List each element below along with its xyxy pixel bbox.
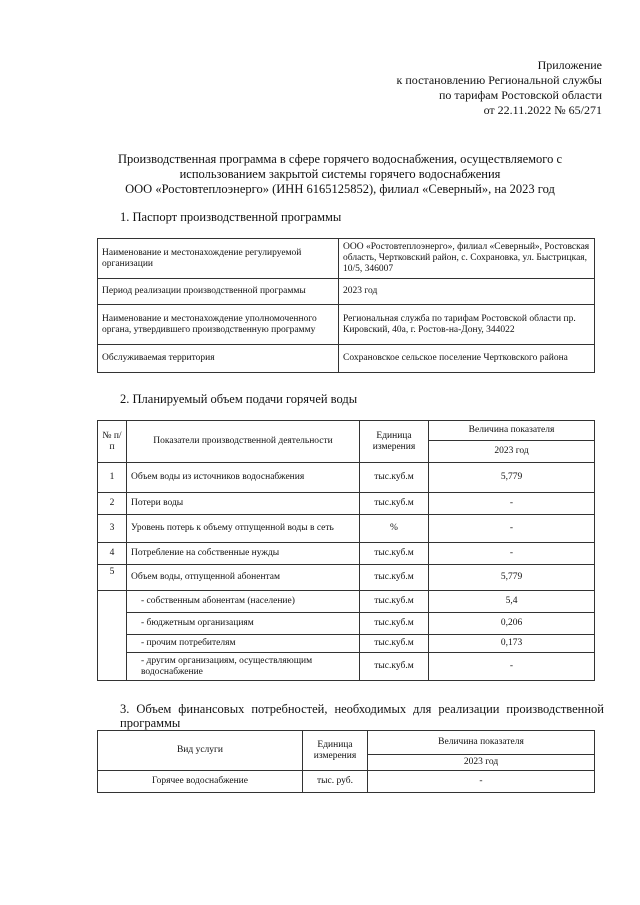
row-name: Потери воды — [127, 493, 360, 515]
row-num: 2 — [98, 493, 127, 515]
title-line-1: Производственная программа в сфере горячего водоснабжения, осуществляемого с — [117, 152, 563, 166]
row-service: Горячее водоснабжение — [98, 771, 303, 793]
table-row — [98, 515, 595, 543]
row-value: - — [429, 515, 595, 543]
row-name: - собственным абонентам (население) — [127, 591, 360, 613]
appendix-line-2: к постановлению Региональной службы — [396, 73, 602, 87]
row-num: 1 — [98, 463, 127, 493]
appendix-block — [397, 58, 602, 118]
row-num: 3 — [98, 515, 127, 543]
table-row — [98, 543, 595, 565]
row-name: Уровень потерь к объему отпущенной воды в сеть — [127, 515, 360, 543]
row-num: 4 — [98, 543, 127, 565]
appendix-line-4: от 22.11.2022 № 65/271 — [483, 103, 602, 117]
row-name: Потребление на собственные нужды — [127, 543, 360, 565]
passport-value: ООО «Ростовтеплоэнерго», филиал «Северный», Ростовская область, Чертковский район, с. Сохрановка, ул. Быстрицкая, 10/5, 346007 — [339, 239, 595, 279]
title-line-2: использованием закрытой системы горячего водоснабжения — [179, 167, 501, 181]
row-unit: % — [360, 515, 429, 543]
row-num — [98, 591, 127, 681]
table-row — [98, 635, 595, 653]
passport-label: Обслуживаемая территория — [98, 345, 339, 373]
row-name: - другим организациям, осуществляющим водоснабжение — [127, 653, 360, 681]
row-num: 5 — [98, 565, 127, 591]
passport-label: Наименование и местонахождение регулируемой организации — [98, 239, 339, 279]
passport-table — [97, 238, 595, 373]
appendix-line-1: Приложение — [537, 58, 602, 72]
row-unit: тыс.куб.м — [360, 543, 429, 565]
row-value: - — [368, 771, 595, 793]
title-line-3: ООО «Ростовтеплоэнерго» (ИНН 6165125852), филиал «Северный», на 2023 год — [125, 182, 555, 196]
row-unit: тыс.куб.м — [360, 565, 429, 591]
row-unit: тыс. руб. — [303, 771, 368, 793]
row-value: 5,779 — [429, 565, 595, 591]
document-title — [60, 152, 620, 197]
section-2-heading: 2. Планируемый объем подачи горячей воды — [120, 392, 358, 406]
row-value: 0,173 — [429, 635, 595, 653]
row-name: - прочим потребителям — [127, 635, 360, 653]
row-value: - — [429, 493, 595, 515]
section-1-heading: 1. Паспорт производственной программы — [120, 210, 342, 224]
appendix-line-3: по тарифам Ростовской области — [438, 88, 602, 102]
table-row — [98, 493, 595, 515]
table-row — [98, 565, 595, 591]
row-value: 5,779 — [429, 463, 595, 493]
table-row — [98, 345, 595, 373]
table-row — [98, 771, 595, 793]
table-header-row — [98, 731, 595, 755]
passport-value: Региональная служба по тарифам Ростовской области пр. Кировский, 40а, г. Ростов-на-Дону, 344022 — [339, 305, 595, 345]
row-unit: тыс.куб.м — [360, 591, 429, 613]
row-value: - — [429, 653, 595, 681]
col-year-header: 2023 год — [429, 441, 595, 463]
water-volume-table — [97, 420, 595, 681]
table-row — [98, 239, 595, 279]
row-name: Объем воды из источников водоснабжения — [127, 463, 360, 493]
table-row — [98, 653, 595, 681]
col-service-header: Вид услуги — [98, 731, 303, 771]
row-unit: тыс.куб.м — [360, 463, 429, 493]
passport-label: Наименование и местонахождение уполномоченного органа, утвердившего производственную программу — [98, 305, 339, 345]
row-value: 5,4 — [429, 591, 595, 613]
table-header-row — [98, 421, 595, 441]
col-num-header: № п/п — [98, 421, 127, 463]
col-indicator-header: Показатели производственной деятельности — [127, 421, 360, 463]
table-row — [98, 613, 595, 635]
row-name: - бюджетным организациям — [127, 613, 360, 635]
col-value-header: Величина показателя — [368, 731, 595, 755]
col-value-header: Величина показателя — [429, 421, 595, 441]
section-3-heading: 3. Объем финансовых потребностей, необходимых для реализации производственной программы — [120, 702, 604, 730]
row-unit: тыс.куб.м — [360, 653, 429, 681]
passport-value: 2023 год — [339, 279, 595, 305]
passport-value: Сохрановское сельское поселение Чертковского района — [339, 345, 595, 373]
table-row — [98, 591, 595, 613]
table-row — [98, 279, 595, 305]
passport-label: Период реализации производственной программы — [98, 279, 339, 305]
col-unit-header: Единица измерения — [303, 731, 368, 771]
row-unit: тыс.куб.м — [360, 613, 429, 635]
finance-table — [97, 730, 595, 793]
col-year-header: 2023 год — [368, 755, 595, 771]
col-unit-header: Единица измерения — [360, 421, 429, 463]
table-row — [98, 463, 595, 493]
row-value: 0,206 — [429, 613, 595, 635]
table-row — [98, 305, 595, 345]
row-value: - — [429, 543, 595, 565]
row-unit: тыс.куб.м — [360, 493, 429, 515]
row-name: Объем воды, отпущенной абонентам — [127, 565, 360, 591]
row-unit: тыс.куб.м — [360, 635, 429, 653]
